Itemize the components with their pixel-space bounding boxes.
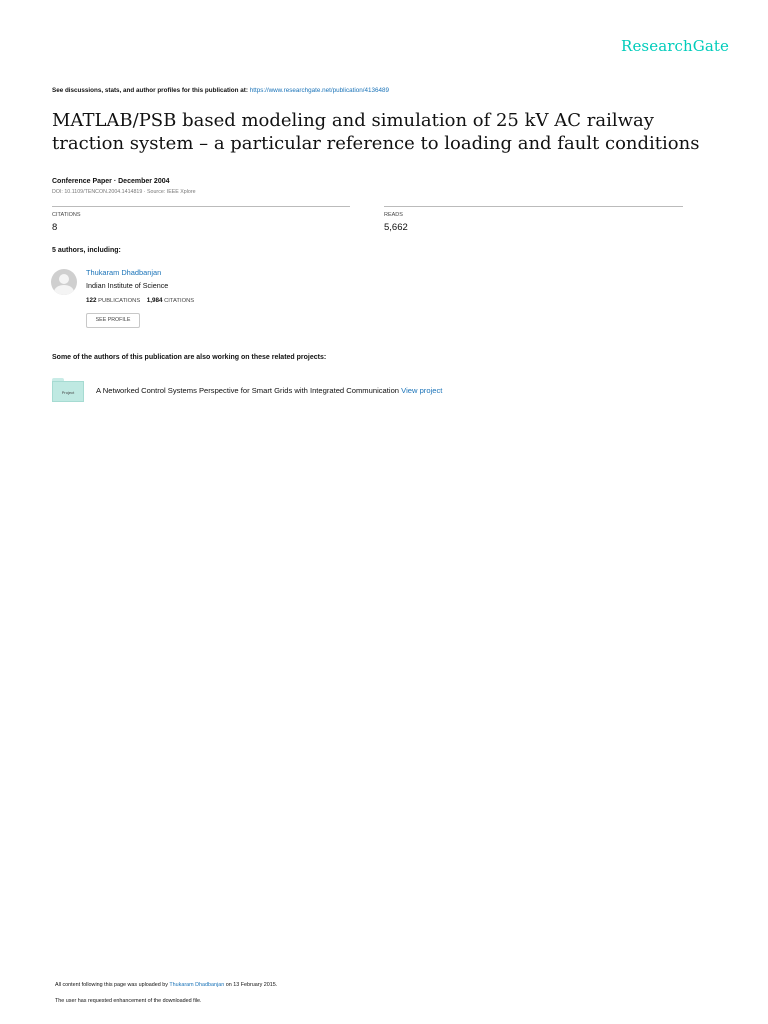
- reads-label: READS: [384, 212, 403, 218]
- author-institution: Indian Institute of Science: [86, 281, 169, 290]
- author-publications-count: 122: [86, 297, 97, 304]
- citations-label: CITATIONS: [52, 212, 81, 218]
- see-profile-button[interactable]: SEE PROFILE: [86, 313, 140, 328]
- author-citations-label: CITATIONS: [164, 298, 195, 304]
- authors-heading: 5 authors, including:: [52, 247, 121, 254]
- upload-note: [55, 982, 277, 988]
- discussion-line: [52, 87, 389, 94]
- publication-doi-source: DOI: 10.1109/TENCON.2004.1414819 · Source: IEEE Xplore: [52, 189, 196, 195]
- project-folder-icon[interactable]: [52, 378, 84, 402]
- author-name-link[interactable]: Thukaram Dhadbanjan: [86, 268, 162, 277]
- related-projects-heading: Some of the authors of this publication are also working on these related projects:: [52, 354, 327, 361]
- project-title: A Networked Control Systems Perspective for Smart Grids with Integrated Communication: [96, 386, 400, 395]
- reads-divider: [384, 206, 683, 207]
- upload-prefix: All content following this page was uploaded by: [55, 982, 168, 988]
- reads-value: 5,662: [384, 222, 408, 233]
- citations-value: 8: [52, 222, 58, 233]
- project-icon-label: Project: [61, 390, 75, 395]
- author-avatar-icon[interactable]: [51, 269, 77, 295]
- publication-type-date: Conference Paper · December 2004: [52, 178, 170, 185]
- researchgate-logo[interactable]: ResearchGate: [621, 37, 729, 55]
- upload-suffix: on 13 February 2015.: [225, 982, 278, 988]
- related-project-item: [96, 386, 442, 395]
- publication-title: MATLAB/PSB based modeling and simulation of 25 kV AC railway traction system – a particular reference to loading and fault conditions: [52, 110, 700, 154]
- enhancement-note: The user has requested enhancement of the downloaded file.: [55, 998, 202, 1004]
- publication-url-link[interactable]: https://www.researchgate.net/publication/4136489: [249, 87, 390, 94]
- author-stats: [86, 297, 194, 304]
- citations-divider: [52, 206, 350, 207]
- view-project-link[interactable]: View project: [401, 386, 443, 395]
- author-publications-label: PUBLICATIONS: [98, 298, 141, 304]
- uploader-link[interactable]: Thukaram Dhadbanjan: [169, 982, 225, 988]
- author-citations-count: 1,984: [146, 297, 163, 304]
- discussion-text: See discussions, stats, and author profiles for this publication at:: [52, 87, 248, 94]
